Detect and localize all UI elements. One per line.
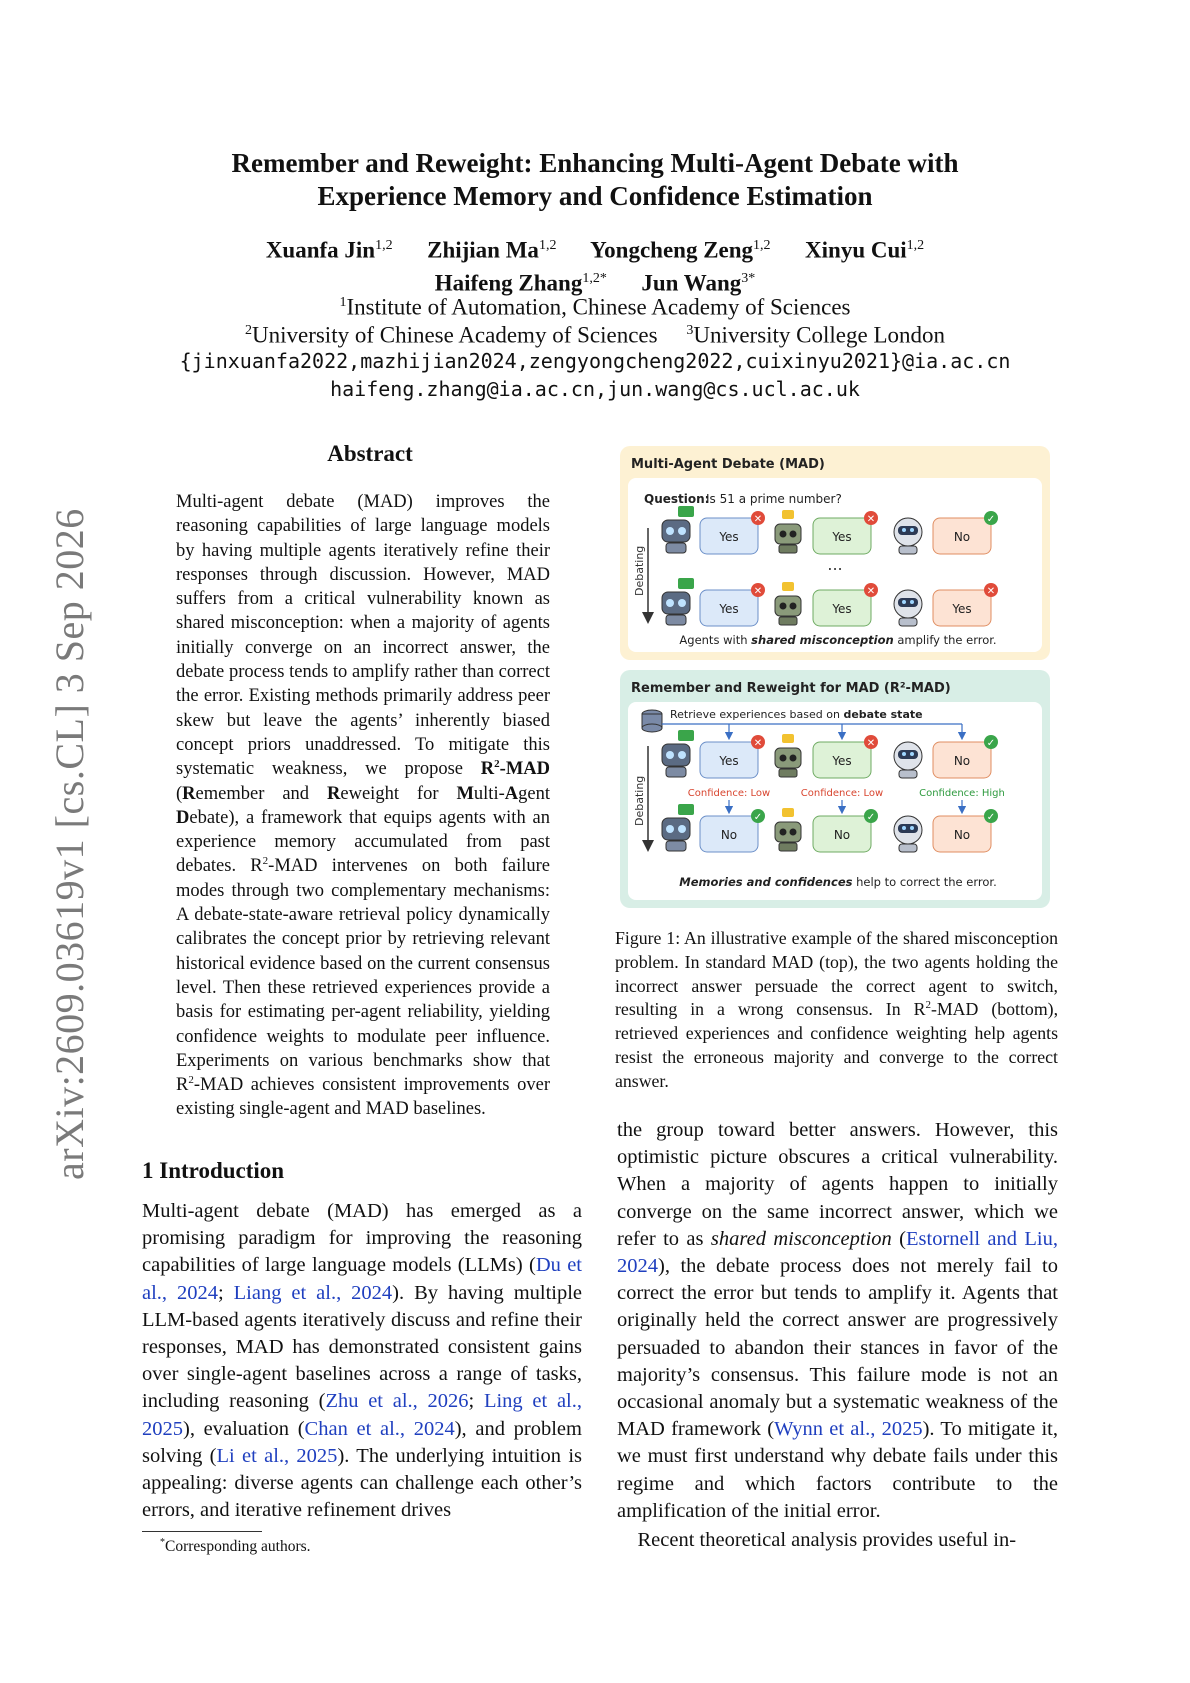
svg-text:✓: ✓: [986, 514, 996, 525]
r2mad-caption: Memories and confidences help to correct the error.: [679, 875, 997, 889]
retrieve-text: Retrieve experiences based on debate state: [670, 708, 923, 721]
answer-bubble-text: Yes: [719, 530, 739, 544]
question-label: Question:: [644, 492, 710, 506]
citation-link[interactable]: Zhu et al., 2026: [325, 1390, 469, 1413]
answer-bubble-text: No: [953, 754, 971, 768]
answer-bubble-text: No: [953, 828, 971, 842]
citation-link[interactable]: Estornell and Liu, 2024: [617, 1227, 1058, 1278]
title-line-1: Remember and Reweight: Enhancing Multi-Agent Debate with: [231, 148, 959, 178]
citation-link[interactable]: Wynn et al., 2025: [774, 1418, 923, 1441]
email-line-1: {jinxuanfa2022,mazhijian2024,zengyongcheng2022,cuixinyu2021}@ia.ac.cn: [179, 349, 1011, 373]
svg-text:✓: ✓: [986, 738, 996, 749]
mad-panel-title: Multi-Agent Debate (MAD): [631, 457, 825, 472]
question-text: Is 51 a prime number?: [706, 492, 842, 506]
author-row-1: Xuanfa Jin$^{1,2}$ Zhijian Ma$^{1,2}$ Yongcheng Zeng$^{1,2}$ Xinyu Cui$^{1,2}$: [265, 237, 925, 263]
svg-text:✓: ✓: [866, 812, 876, 823]
intro-paragraph-2: Recent theoretical analysis provides useful in-: [637, 1529, 1017, 1551]
footnote: *Corresponding authors.: [160, 1537, 311, 1556]
affiliation-1: $^1$Institute of Automation, Chinese Academy of Sciences: [339, 294, 851, 320]
answer-bubble-text: Yes: [719, 754, 739, 768]
answer-bubble-text: No: [833, 828, 851, 842]
svg-text:✕: ✕: [986, 586, 996, 597]
citation-link[interactable]: Liang et al., 2024: [233, 1281, 393, 1304]
answer-bubble-text: No: [720, 828, 738, 842]
email-line-2: haifeng.zhang@ia.ac.cn,jun.wang@cs.ucl.ac.uk: [330, 377, 860, 401]
svg-text:✕: ✕: [866, 586, 876, 597]
author-name: Yongcheng Zeng: [590, 237, 754, 263]
citation-link[interactable]: Ling et al., 2025: [142, 1390, 582, 1440]
figure-1: [620, 446, 1050, 908]
svg-text:✓: ✓: [753, 812, 763, 823]
answer-bubble-text: Yes: [832, 754, 852, 768]
footnote-rule: [142, 1531, 262, 1532]
citation-link[interactable]: Du et al., 2024: [142, 1254, 583, 1304]
answer-bubble-text: Yes: [832, 602, 852, 616]
figure-caption: Figure 1: An illustrative example of the shared misconception problem. In standard MAD (top), the two agents holding the incorrect answer persuade the correct agent to switch, resulting in a wrong consensus. In $R^2$-MAD (bottom), retrieved experiences and confidence weighting help agents resist the erroneous majority and converge to the correct answer.: [615, 928, 1059, 1091]
ellipsis: ...: [827, 555, 843, 574]
confidence-label: Confidence: Low: [800, 788, 884, 799]
author-name: Jun Wang: [641, 270, 742, 296]
author-name: Xuanfa Jin: [265, 237, 376, 263]
svg-text:✕: ✕: [753, 514, 763, 525]
paper-title: [140, 147, 1050, 213]
affiliation-2-3: $^2$University of Chinese Academy of Sciences $^3$University College London: [244, 322, 946, 348]
intro-paragraph-1: Multi-agent debate (MAD) has emerged as a promising paradigm for improving the reasoning capabilities of large language models (LLMs) (Du et al., 2024; Liang et al., 2024). By having multiple LLM-based agents iteratively discuss and refine their responses, MAD has demonstrated consistent gains over single-agent baselines across a range of tasks, including reasoning (Zhu et al., 2026; Ling et al., 2025), evaluation (Chan et al., 2024), and problem solving (Li et al., 2025). The underlying intuition is appealing: diverse agents can challenge each other’s errors, and iterative refinement drives: [142, 1200, 583, 1522]
title-line-2: Experience Memory and Confidence Estimation: [317, 181, 873, 211]
svg-text:✕: ✕: [753, 586, 763, 597]
citation-link[interactable]: Chan et al., 2024: [304, 1417, 455, 1440]
answer-bubble-text: Yes: [952, 602, 972, 616]
intro-paragraph-1-cont: the group toward better answers. However, this optimistic picture obscures a critical vulnerability. When a majority of agents happen to initially converge on the same incorrect answer, which we refer to as shared misconception (Estornell and Liu, 2024), the debate process does not merely fail to correct the error but tends to amplify it. Agents that originally held the correct answer are progressively persuaded to abandon their stances in favor of the majority’s consensus. This failure mode is not an occasional anomaly but a systematic weakness of the MAD framework (Wynn et al., 2025). To mitigate it, we must first understand why debate fails under this regime and which factors contribute to the amplification of the initial error.: [617, 1119, 1058, 1522]
svg-text:✕: ✕: [866, 514, 876, 525]
debating-label: Debating: [633, 775, 646, 826]
confidence-label: Confidence: Low: [687, 788, 771, 799]
svg-text:✓: ✓: [986, 812, 996, 823]
debating-label: Debating: [633, 545, 646, 596]
author-name: Xinyu Cui: [805, 237, 907, 263]
answer-bubble-text: No: [953, 530, 971, 544]
abstract-heading: Abstract: [327, 441, 413, 466]
mad-caption: Agents with shared misconception amplify the error.: [679, 633, 997, 647]
svg-text:✕: ✕: [753, 738, 763, 749]
author-list: [140, 232, 1050, 297]
answer-bubble-text: Yes: [719, 602, 739, 616]
database-icon: [642, 710, 662, 732]
r2mad-panel-title: Remember and Reweight for MAD (R²-MAD): [631, 681, 951, 696]
answer-bubble-text: Yes: [832, 530, 852, 544]
author-name: Zhijian Ma: [427, 237, 539, 263]
author-row-2: Haifeng Zhang$^{1,2*}$ Jun Wang$^{3*}$: [434, 270, 756, 296]
confidence-label: Confidence: High: [919, 788, 1005, 799]
author-name: Haifeng Zhang: [434, 270, 583, 296]
abstract-body: Multi-agent debate (MAD) improves the reasoning capabilities of large language models by having multiple agents iteratively refine their responses through discussion. However, MAD suffers from a critical vulnerability known as shared misconception: when a majority of agents initially converge on an incorrect answer, the debate process tends to amplify rather than correct the error. Existing methods primarily address peer skew but leave the agents’ inherently biased concept priors unaddressed. To mitigate this systematic weakness, we propose $R^2$-MAD (Remember and Reweight for Multi-Agent Debate), a framework that equips agents with an experience memory accumulated from past debates. $R^2$-MAD intervenes on both failure modes through two complementary mechanisms: A debate-state-aware retrieval policy dynamically calibrates the concept prior by retrieving relevant historical evidence based on the current consensus level. Then these retrieved experiences provide a basis for estimating per-agent reliability, yielding confidence weights to modulate peer influence. Experiments on various benchmarks show that $R^2$-MAD achieves consistent improvements over existing single-agent and MAD baselines.: [176, 492, 550, 1120]
arxiv-sidebar-id: arXiv:2609.03619v1 [cs.CL] 3 Sep 2026: [47, 508, 92, 1180]
citation-link[interactable]: Li et al., 2025: [216, 1444, 338, 1467]
section-heading-introduction: 1 Introduction: [142, 1158, 285, 1183]
svg-text:✕: ✕: [866, 738, 876, 749]
